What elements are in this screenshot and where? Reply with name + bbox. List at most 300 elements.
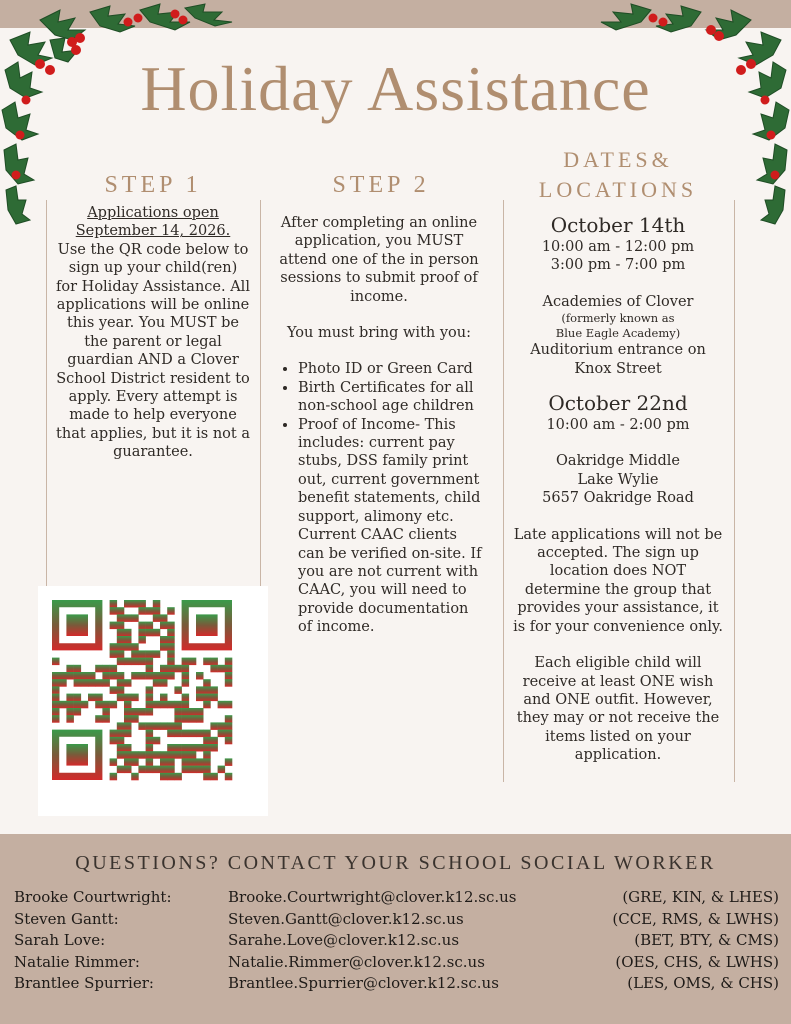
contact-email[interactable]: Sarahe.Love@clover.k12.sc.us	[228, 931, 460, 949]
qr-module	[110, 701, 118, 709]
qr-module	[174, 773, 182, 781]
list-item: • Proof of Income- This includes: current pay stubs, DSS family print out, current government benefit statements, child support, alimony etc. Current CAAC clients can be verified on-site. If you are not current with CAAC, you will need to provide documentation of income.	[298, 416, 486, 637]
list-item: • Photo ID or Green Card	[298, 360, 486, 378]
qr-module	[203, 686, 211, 694]
qr-module	[117, 636, 125, 644]
divider	[46, 200, 47, 586]
qr-module	[74, 672, 82, 680]
qr-module	[146, 744, 154, 752]
qr-module	[88, 679, 96, 687]
qr-module	[138, 607, 146, 615]
qr-module	[146, 607, 154, 615]
qr-module	[110, 758, 118, 766]
qr-module	[74, 701, 82, 709]
qr-module	[117, 679, 125, 687]
qr-module	[146, 708, 154, 716]
qr-module	[210, 686, 218, 694]
qr-module	[203, 766, 211, 774]
qr-module	[110, 643, 118, 651]
qr-module	[189, 744, 197, 752]
qr-module	[225, 773, 233, 781]
qr-module	[174, 708, 182, 716]
step2-heading: STEP 2	[332, 172, 430, 198]
qr-module	[52, 715, 60, 723]
divider	[503, 200, 504, 782]
qr-module	[196, 708, 204, 716]
qr-module	[225, 658, 233, 666]
qr-code-icon[interactable]	[38, 586, 268, 816]
qr-module	[196, 672, 204, 680]
location-address: 5657 Oakridge Road	[542, 490, 694, 507]
qr-module	[131, 694, 139, 702]
qr-module	[102, 708, 110, 716]
qr-module	[167, 665, 175, 673]
date-oct14: October 14th	[550, 213, 686, 237]
qr-module	[131, 751, 139, 759]
qr-module	[146, 751, 154, 759]
qr-module	[153, 701, 161, 709]
qr-module	[182, 694, 190, 702]
qr-module	[174, 751, 182, 759]
qr-module	[131, 658, 139, 666]
qr-module	[210, 658, 218, 666]
qr-module	[167, 701, 175, 709]
qr-module	[146, 758, 154, 766]
qr-module	[203, 751, 211, 759]
qr-module	[124, 600, 132, 608]
location-note: (formerly known as	[561, 311, 675, 326]
qr-module	[160, 622, 168, 630]
qr-module	[196, 686, 204, 694]
divider	[734, 200, 735, 782]
qr-module	[124, 744, 132, 752]
qr-module	[117, 658, 125, 666]
qr-module	[203, 694, 211, 702]
qr-module	[218, 730, 226, 738]
qr-module	[225, 665, 233, 673]
qr-module	[95, 715, 103, 723]
qr-module	[153, 722, 161, 730]
qr-module	[218, 766, 226, 774]
qr-module	[174, 665, 182, 673]
eligibility-note: Each eligible child will receive at least ONE wish and ONE outfit. However, they may or not receive the items listed on your application.	[516, 655, 720, 764]
requirements-list	[272, 360, 486, 636]
time-slot: 10:00 am - 12:00 pm	[541, 239, 695, 255]
qr-module	[167, 773, 175, 781]
qr-module	[74, 665, 82, 673]
qr-module	[203, 773, 211, 781]
qr-module	[52, 658, 60, 666]
qr-module	[167, 758, 175, 766]
qr-module	[110, 607, 118, 615]
qr-module	[225, 758, 233, 766]
qr-module	[167, 722, 175, 730]
qr-module	[95, 701, 103, 709]
qr-module	[66, 708, 74, 716]
qr-module	[74, 694, 82, 702]
qr-module	[160, 766, 168, 774]
qr-module	[196, 758, 204, 766]
questions-heading: QUESTIONS? CONTACT YOUR SCHOOL SOCIAL WORKER	[75, 852, 716, 874]
qr-module	[138, 751, 146, 759]
qr-module	[52, 672, 60, 680]
location-entrance: Auditorium entrance on Knox Street	[530, 342, 706, 377]
qr-module	[182, 715, 190, 723]
qr-module	[138, 658, 146, 666]
qr-module	[59, 672, 66, 680]
qr-module	[110, 622, 118, 630]
qr-module	[225, 701, 233, 709]
qr-module	[138, 722, 146, 730]
qr-module	[117, 722, 125, 730]
qr-module	[174, 701, 182, 709]
qr-module	[124, 715, 132, 723]
qr-module	[124, 679, 132, 687]
qr-module	[66, 694, 74, 702]
qr-module	[196, 730, 204, 738]
applications-open-date: Applications open September 14, 2026.	[75, 205, 231, 240]
qr-module	[117, 686, 125, 694]
qr-module	[117, 744, 125, 752]
qr-module	[146, 722, 154, 730]
qr-module	[153, 737, 161, 745]
qr-module	[225, 737, 233, 745]
qr-module	[117, 650, 125, 658]
contact-names	[14, 887, 172, 995]
qr-module	[102, 679, 110, 687]
qr-module	[174, 686, 182, 694]
qr-module	[124, 636, 132, 644]
qr-module	[138, 629, 146, 637]
qr-module	[124, 629, 132, 637]
qr-module	[74, 708, 82, 716]
qr-module	[81, 672, 89, 680]
qr-module	[117, 607, 125, 615]
qr-module	[138, 650, 146, 658]
qr-module	[52, 679, 60, 687]
qr-module	[102, 665, 110, 673]
qr-module	[102, 715, 110, 723]
qr-finder-center	[196, 614, 218, 636]
qr-module	[138, 636, 146, 644]
qr-module	[117, 694, 125, 702]
qr-module	[225, 672, 233, 680]
qr-module	[203, 744, 211, 752]
qr-module	[153, 600, 161, 608]
qr-module	[146, 650, 154, 658]
qr-module	[203, 701, 211, 709]
qr-module	[131, 650, 139, 658]
qr-module	[146, 665, 154, 673]
qr-module	[182, 758, 190, 766]
qr-module	[66, 715, 74, 723]
dates-heading-line2: LOCATIONS	[538, 177, 698, 202]
qr-module	[182, 658, 190, 666]
qr-module	[203, 658, 211, 666]
qr-module	[225, 715, 233, 723]
list-item: • Birth Certificates for all non-school age children	[298, 379, 486, 416]
contact-name: Natalie Rimmer:	[14, 952, 140, 971]
location-city: Lake Wylie	[577, 471, 659, 488]
step1-column	[56, 204, 250, 462]
contact-schools-list: (BET, BTY, & CMS)	[634, 931, 779, 949]
contact-email[interactable]: Natalie.Rimmer@clover.k12.sc.us	[228, 952, 485, 971]
qr-module	[117, 614, 125, 622]
qr-module	[160, 679, 168, 687]
qr-module	[167, 643, 175, 651]
qr-module	[124, 722, 132, 730]
step2-intro: After completing an online application, you MUST attend one of the in person sessions to submit proof of income.	[279, 215, 479, 305]
qr-module	[203, 758, 211, 766]
qr-module	[117, 766, 125, 774]
qr-module	[117, 672, 125, 680]
qr-module	[117, 629, 125, 637]
qr-module	[153, 679, 161, 687]
qr-module	[160, 701, 168, 709]
qr-module	[66, 665, 74, 673]
qr-module	[218, 701, 226, 709]
qr-module	[124, 701, 132, 709]
contact-email[interactable]: Steven.Gantt@clover.k12.sc.us	[228, 909, 464, 928]
qr-module	[174, 715, 182, 723]
qr-module	[160, 636, 168, 644]
qr-module	[110, 730, 118, 738]
qr-module	[182, 679, 190, 687]
location-note: Blue Eagle Academy)	[555, 326, 681, 341]
qr-module	[102, 672, 110, 680]
qr-module	[138, 622, 146, 630]
qr-module	[167, 751, 175, 759]
qr-module	[182, 708, 190, 716]
qr-module	[117, 622, 125, 630]
contact-schools-list: (LES, OMS, & CHS)	[627, 974, 779, 992]
qr-module	[174, 744, 182, 752]
qr-module	[146, 694, 154, 702]
qr-module	[160, 722, 168, 730]
qr-module	[189, 758, 197, 766]
qr-module	[160, 614, 168, 622]
qr-module	[160, 643, 168, 651]
qr-module	[189, 658, 197, 666]
qr-finder-center	[66, 744, 88, 766]
qr-module	[110, 773, 118, 781]
bring-label: You must bring with you:	[286, 325, 471, 342]
qr-module	[131, 708, 139, 716]
qr-code-graphic	[38, 586, 268, 816]
qr-module	[146, 629, 154, 637]
qr-module	[52, 708, 60, 716]
qr-module	[59, 701, 66, 709]
contact-schools-list: (CCE, RMS, & LWHS)	[612, 909, 779, 928]
qr-module	[225, 679, 233, 687]
qr-module	[131, 758, 139, 766]
contact-name: Sarah Love:	[14, 931, 106, 949]
contact-email[interactable]: Brooke.Courtwright@clover.k12.sc.us	[228, 888, 517, 906]
qr-module	[182, 701, 190, 709]
qr-module	[210, 722, 218, 730]
qr-module	[167, 730, 175, 738]
qr-module	[153, 766, 161, 774]
qr-module	[167, 629, 175, 637]
qr-module	[167, 636, 175, 644]
qr-module	[66, 672, 74, 680]
qr-module	[110, 686, 118, 694]
contact-name: Brantlee Spurrier:	[14, 974, 154, 992]
qr-module	[52, 694, 60, 702]
qr-module	[138, 766, 146, 774]
qr-module	[196, 715, 204, 723]
qr-module	[146, 672, 154, 680]
qr-module	[196, 744, 204, 752]
qr-module	[138, 672, 146, 680]
qr-module	[182, 751, 190, 759]
qr-module	[153, 672, 161, 680]
divider	[260, 200, 261, 586]
step1-body: Use the QR code below to sign up your child(ren) for Holiday Assistance. All applications will be online this year. You MUST be the parent or legal guardian AND a Clover School District resident to apply. Every attempt is made to help everyone that applies, but it is not a guarantee.	[56, 241, 250, 461]
qr-module	[146, 766, 154, 774]
contact-email[interactable]: Brantlee.Spurrier@clover.k12.sc.us	[228, 974, 499, 992]
qr-module	[110, 600, 118, 608]
qr-finder-center	[66, 614, 88, 636]
qr-module	[160, 751, 168, 759]
time-slot: 10:00 am - 2:00 pm	[546, 417, 690, 434]
contact-schools-list: (GRE, KIN, & LHES)	[622, 888, 779, 906]
qr-module	[146, 701, 154, 709]
step1-heading: STEP 1	[104, 172, 202, 198]
qr-module	[88, 694, 96, 702]
qr-module	[153, 751, 161, 759]
late-applications-note: Late applications will not be accepted. The sign up location does NOT determine the group that provides your assistance, it is for your convenience only.	[513, 526, 723, 635]
qr-module	[210, 737, 218, 745]
qr-module	[210, 744, 218, 752]
location-name: Academies of Clover	[542, 293, 694, 310]
qr-module	[153, 607, 161, 615]
time-slot: 3:00 pm - 7:00 pm	[550, 257, 686, 274]
qr-module	[146, 737, 154, 745]
qr-module	[102, 701, 110, 709]
qr-module	[131, 715, 139, 723]
qr-module	[52, 686, 60, 694]
qr-module	[203, 737, 211, 745]
qr-module	[182, 744, 190, 752]
qr-module	[182, 730, 190, 738]
qr-module	[218, 722, 226, 730]
contact-name: Brooke Courtwright:	[14, 888, 172, 906]
contact-schools-list: (OES, CHS, & LWHS)	[615, 952, 779, 971]
qr-module	[174, 730, 182, 738]
qr-module	[153, 650, 161, 658]
qr-module	[160, 694, 168, 702]
qr-module	[189, 766, 197, 774]
qr-module	[196, 766, 204, 774]
qr-module	[203, 679, 211, 687]
qr-module	[66, 701, 74, 709]
qr-module	[218, 665, 226, 673]
qr-module	[167, 607, 175, 615]
qr-module	[110, 665, 118, 673]
qr-module	[182, 672, 190, 680]
qr-module	[225, 722, 233, 730]
qr-module	[124, 751, 132, 759]
qr-module	[124, 730, 132, 738]
qr-module	[124, 766, 132, 774]
qr-module	[189, 708, 197, 716]
qr-module	[182, 766, 190, 774]
qr-module	[110, 672, 118, 680]
qr-module	[110, 650, 118, 658]
qr-module	[52, 701, 60, 709]
dates-heading	[503, 145, 733, 205]
qr-module	[81, 679, 89, 687]
qr-module	[138, 708, 146, 716]
qr-module	[167, 658, 175, 666]
qr-module	[124, 643, 132, 651]
qr-module	[160, 773, 168, 781]
qr-module	[74, 679, 82, 687]
qr-module	[189, 730, 197, 738]
qr-module	[203, 730, 211, 738]
qr-module	[189, 715, 197, 723]
qr-module	[88, 672, 96, 680]
date-oct22: October 22nd	[548, 391, 688, 416]
step2-column	[272, 214, 486, 637]
qr-module	[117, 730, 125, 738]
qr-module	[110, 737, 118, 745]
qr-module	[146, 730, 154, 738]
qr-module	[131, 773, 139, 781]
qr-module	[210, 694, 218, 702]
qr-module	[124, 758, 132, 766]
contact-emails	[228, 887, 517, 995]
qr-module	[210, 773, 218, 781]
qr-module	[95, 679, 103, 687]
qr-module	[124, 694, 132, 702]
qr-module	[167, 622, 175, 630]
qr-module	[131, 672, 139, 680]
qr-module	[146, 622, 154, 630]
qr-module	[131, 643, 139, 651]
qr-module	[146, 686, 154, 694]
qr-module	[117, 751, 125, 759]
qr-module	[95, 694, 103, 702]
qr-module	[153, 614, 161, 622]
qr-module	[124, 658, 132, 666]
qr-module	[59, 679, 66, 687]
qr-module	[95, 665, 103, 673]
qr-module	[174, 722, 182, 730]
qr-module	[131, 614, 139, 622]
qr-module	[160, 672, 168, 680]
dates-column	[512, 212, 724, 765]
location-name: Oakridge Middle	[556, 453, 680, 470]
qr-module	[167, 650, 175, 658]
qr-module	[196, 694, 204, 702]
qr-module	[138, 600, 146, 608]
qr-module	[117, 737, 125, 745]
qr-module	[167, 744, 175, 752]
qr-module	[210, 665, 218, 673]
qr-module	[160, 665, 168, 673]
qr-module	[124, 708, 132, 716]
contact-name: Steven Gantt:	[14, 909, 119, 928]
qr-module	[225, 730, 233, 738]
dates-heading-line1: DATES&	[563, 147, 673, 172]
page-title: Holiday Assistance	[140, 53, 651, 124]
qr-module	[131, 600, 139, 608]
contact-schools	[612, 887, 779, 995]
qr-module	[167, 766, 175, 774]
qr-module	[182, 665, 190, 673]
